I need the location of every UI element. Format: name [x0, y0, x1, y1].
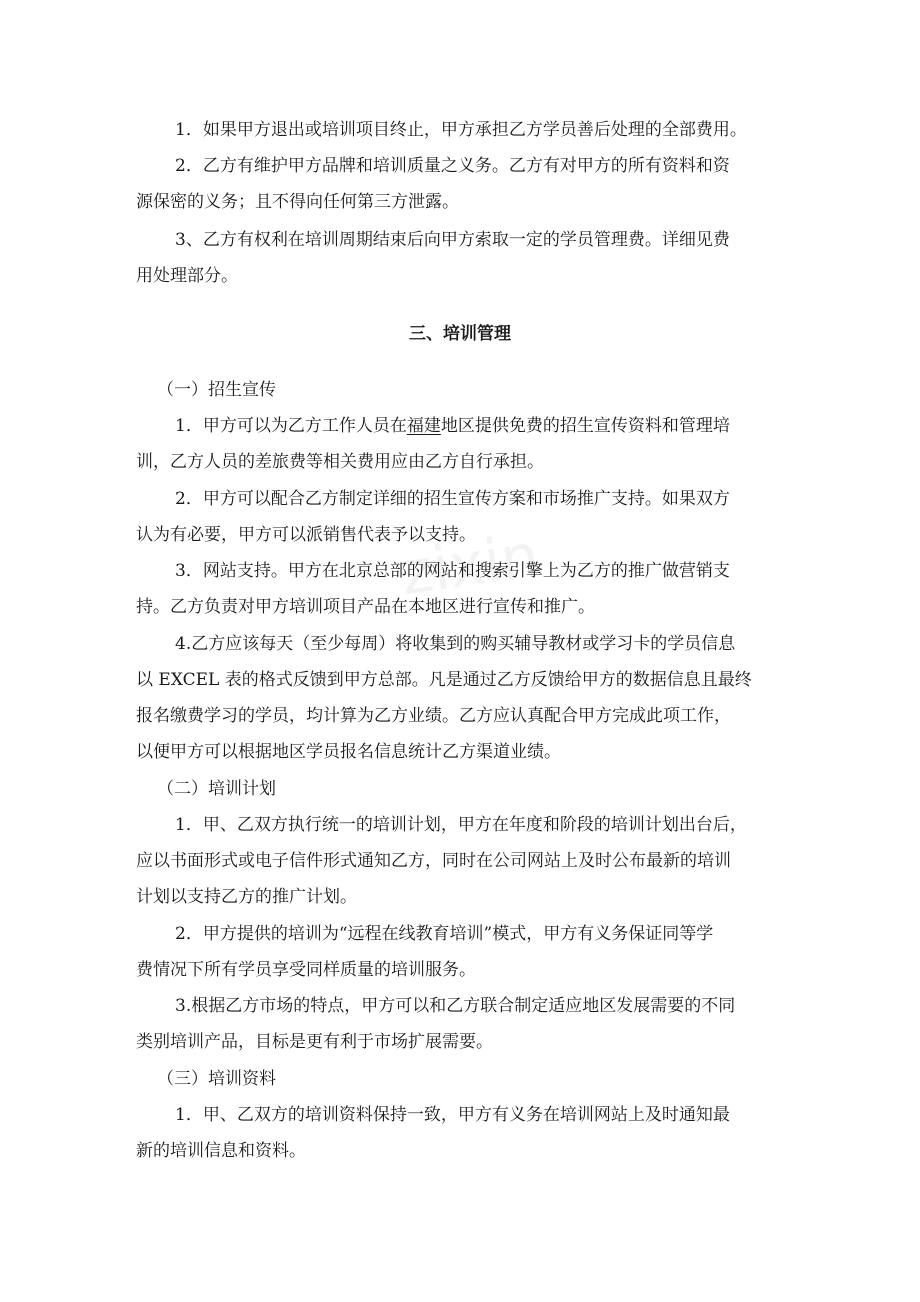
paragraph-line	[175, 414, 730, 438]
paragraph-line: 3、乙方有权利在培训周期结束后向甲方索取一定的学员管理费。详细见费	[175, 230, 730, 250]
text-span: 地区提供免费的招生宣传资料和管理培	[440, 416, 730, 436]
paragraph-line: 报名缴费学习的学员，均计算为乙方业绩。乙方应认真配合甲方完成此项工作，	[136, 706, 731, 726]
watermark-logo: zixin	[396, 520, 544, 610]
subsection-heading: （一）招生宣传	[157, 380, 276, 400]
paragraph-line: 费情况下所有学员享受同样质量的培训服务。	[136, 960, 476, 980]
paragraph-line: 4.乙方应该每天（至少每周）将收集到的购买辅导教材或学习卡的学员信息	[175, 634, 736, 654]
section-title: 三、培训管理	[409, 324, 511, 344]
paragraph-line: 1．甲、乙双方执行统一的培训计划，甲方在年度和阶段的培训计划出台后，	[175, 815, 747, 835]
subsection-heading: （二）培训计划	[157, 779, 276, 799]
underlined-place-name: 福建	[406, 416, 441, 436]
paragraph-line: 源保密的义务；且不得向任何第三方泄露。	[136, 192, 459, 212]
paragraph-line: 新的培训信息和资料。	[136, 1141, 306, 1161]
paragraph-line: 计划以支持乙方的推广计划。	[136, 887, 357, 907]
paragraph-line: 以便甲方可以根据地区学员报名信息统计乙方渠道业绩。	[136, 742, 561, 762]
paragraph-line: 类别培训产品，目标是更有利于市场扩展需要。	[136, 1032, 493, 1052]
paragraph-line: 2．乙方有维护甲方品牌和培训质量之义务。乙方有对甲方的所有资料和资	[175, 156, 730, 176]
paragraph-line: 3．网站支持。甲方在北京总部的网站和搜索引擎上为乙方的推广做营销支	[175, 561, 730, 581]
text-span: 1．甲方可以为乙方工作人员在	[175, 416, 407, 436]
paragraph-line: 1．如果甲方退出或培训项目终止，甲方承担乙方学员善后处理的全部费用。	[175, 120, 747, 140]
paragraph-line: 2．甲方提供的培训为“远程在线教育培训”模式，甲方有义务保证同等学	[175, 924, 714, 944]
paragraph-line: 应以书面形式或电子信件形式通知乙方，同时在公司网站上及时公布最新的培训	[136, 851, 731, 871]
subsection-heading: （三）培训资料	[157, 1069, 276, 1089]
paragraph-line: 以 EXCEL 表的格式反馈到甲方总部。凡是通过乙方反馈给甲方的数据信息且最终	[136, 670, 752, 690]
paragraph-line: 持。乙方负责对甲方培训项目产品在本地区进行宣传和推广。	[136, 597, 595, 617]
paragraph-line: 3.根据乙方市场的特点，甲方可以和乙方联合制定适应地区发展需要的不同	[175, 996, 736, 1016]
paragraph-line: 认为有必要，甲方可以派销售代表予以支持。	[136, 525, 476, 545]
paragraph-line: 1．甲、乙双方的培训资料保持一致，甲方有义务在培训网站上及时通知最	[175, 1105, 730, 1125]
paragraph-line: 训，乙方人员的差旅费等相关费用应由乙方自行承担。	[136, 452, 544, 472]
paragraph-line: 用处理部分。	[136, 266, 238, 286]
paragraph-line: 2．甲方可以配合乙方制定详细的招生宣传方案和市场推广支持。如果双方	[175, 489, 730, 509]
